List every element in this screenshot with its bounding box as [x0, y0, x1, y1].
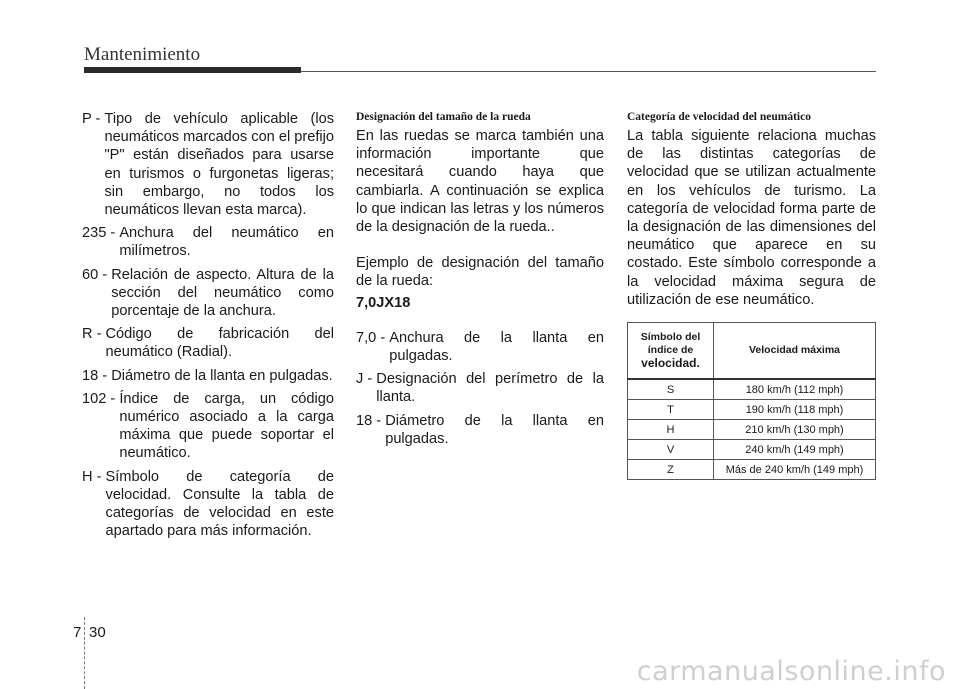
- section-heading: Designación del tamaño de la rueda: [356, 111, 531, 123]
- item-text: Diámetro de la llanta en pulgadas.: [385, 412, 604, 447]
- item-key: H -: [82, 468, 106, 485]
- item-text: Tipo de vehículo aplicable (los neumáticos marcados con el prefijo "P" están diseñados para usarse en turismos o furgonetas ligeras; sin embargo, no todos los neumáticos llevan esta marca).: [104, 111, 335, 219]
- item-text: Designación del perímetro de la llanta.: [376, 371, 604, 406]
- wheel-example-code: 7,0JX18: [356, 294, 411, 311]
- item-key: 235 -: [82, 225, 120, 242]
- cell-symbol: Z: [628, 460, 714, 480]
- list-item: [356, 370, 604, 406]
- header-symbol: [628, 323, 714, 380]
- item-key: 18 -: [356, 412, 386, 429]
- cell-symbol: V: [628, 440, 714, 460]
- item-key: 18 -: [82, 367, 112, 384]
- header-line: índice de: [647, 343, 694, 356]
- list-item: [82, 266, 334, 321]
- list-item: [82, 390, 334, 463]
- cell-speed: 240 km/h (149 mph): [714, 440, 876, 460]
- item-key: R -: [82, 326, 106, 343]
- cell-speed: 210 km/h (130 mph): [714, 420, 876, 440]
- table-row: [628, 460, 876, 480]
- chapter-number: 7: [73, 624, 82, 641]
- item-text: Símbolo de categoría de velocidad. Consulte la tabla de categorías de velocidad en este apartado para más información.: [105, 468, 334, 540]
- table-row: [628, 440, 876, 460]
- column-tire-designation: [82, 110, 334, 545]
- item-key: 60 -: [82, 266, 112, 283]
- paragraph: La tabla siguiente relaciona muchas de las distintas categorías de velocidad que se utilizan actualmente en los vehículos de turismo. La categoría de velocidad forma parte de la designación de las dimensiones del neumático que aparece en su costado. Este símbolo corresponde a la velocidad máxima segura de utilización de ese neumático.: [627, 128, 876, 308]
- item-key: 102 -: [82, 390, 120, 407]
- header-line: velocidad.: [641, 355, 700, 370]
- cell-speed: Más de 240 km/h (149 mph): [714, 460, 876, 480]
- table-header-row: [628, 323, 876, 380]
- item-text: Índice de carga, un código numérico asociado a la carga máxima que puede soportar el neumático.: [119, 390, 334, 462]
- cell-speed: 180 km/h (112 mph): [714, 379, 876, 400]
- table-row: [628, 420, 876, 440]
- watermark: carmanualsonline.info: [636, 656, 946, 687]
- item-text: Código de fabricación del neumático (Radial).: [105, 326, 334, 361]
- list-item: [82, 325, 334, 361]
- table-row: [628, 379, 876, 400]
- item-text: Anchura de la llanta en pulgadas.: [389, 329, 604, 365]
- item-text: Anchura del neumático en milímetros.: [119, 225, 334, 260]
- item-key: 7,0 -: [356, 329, 390, 346]
- footer-divider: [84, 617, 86, 689]
- list-item: [356, 329, 604, 365]
- item-text: Relación de aspecto. Altura de la sección del neumático como porcentaje de la anchura.: [111, 266, 334, 320]
- cell-symbol: S: [628, 379, 714, 400]
- list-item: [82, 110, 334, 219]
- header-line: Símbolo del: [640, 330, 701, 343]
- cell-symbol: T: [628, 400, 714, 420]
- header-max-speed: Velocidad máxima: [714, 323, 876, 380]
- item-key: P -: [82, 111, 105, 127]
- table-row: [628, 400, 876, 420]
- list-item: [82, 468, 334, 541]
- item-key: J -: [356, 371, 377, 388]
- page-number: 30: [89, 624, 106, 641]
- item-text: Diámetro de la llanta en pulgadas.: [111, 367, 333, 384]
- header-bar: [84, 67, 301, 73]
- page-header-title: Mantenimiento: [84, 44, 201, 65]
- list-item: [356, 412, 604, 448]
- section-heading: Categoría de velocidad del neumático: [627, 111, 811, 123]
- paragraph: Ejemplo de designación del tamaño de la rueda:: [356, 255, 604, 290]
- list-item: [82, 367, 334, 385]
- paragraph: En las ruedas se marca también una información importante que necesitará cuando haya que cambiarla. A continuación se explica lo que indican las letras y los números de la designación de la rueda..: [356, 128, 604, 236]
- list-item: [82, 224, 334, 260]
- cell-symbol: H: [628, 420, 714, 440]
- speed-rating-table: [627, 322, 876, 480]
- column-speed-rating: [627, 110, 876, 327]
- header-rule: [301, 71, 876, 72]
- column-wheel-designation: [356, 110, 604, 453]
- cell-speed: 190 km/h (118 mph): [714, 400, 876, 420]
